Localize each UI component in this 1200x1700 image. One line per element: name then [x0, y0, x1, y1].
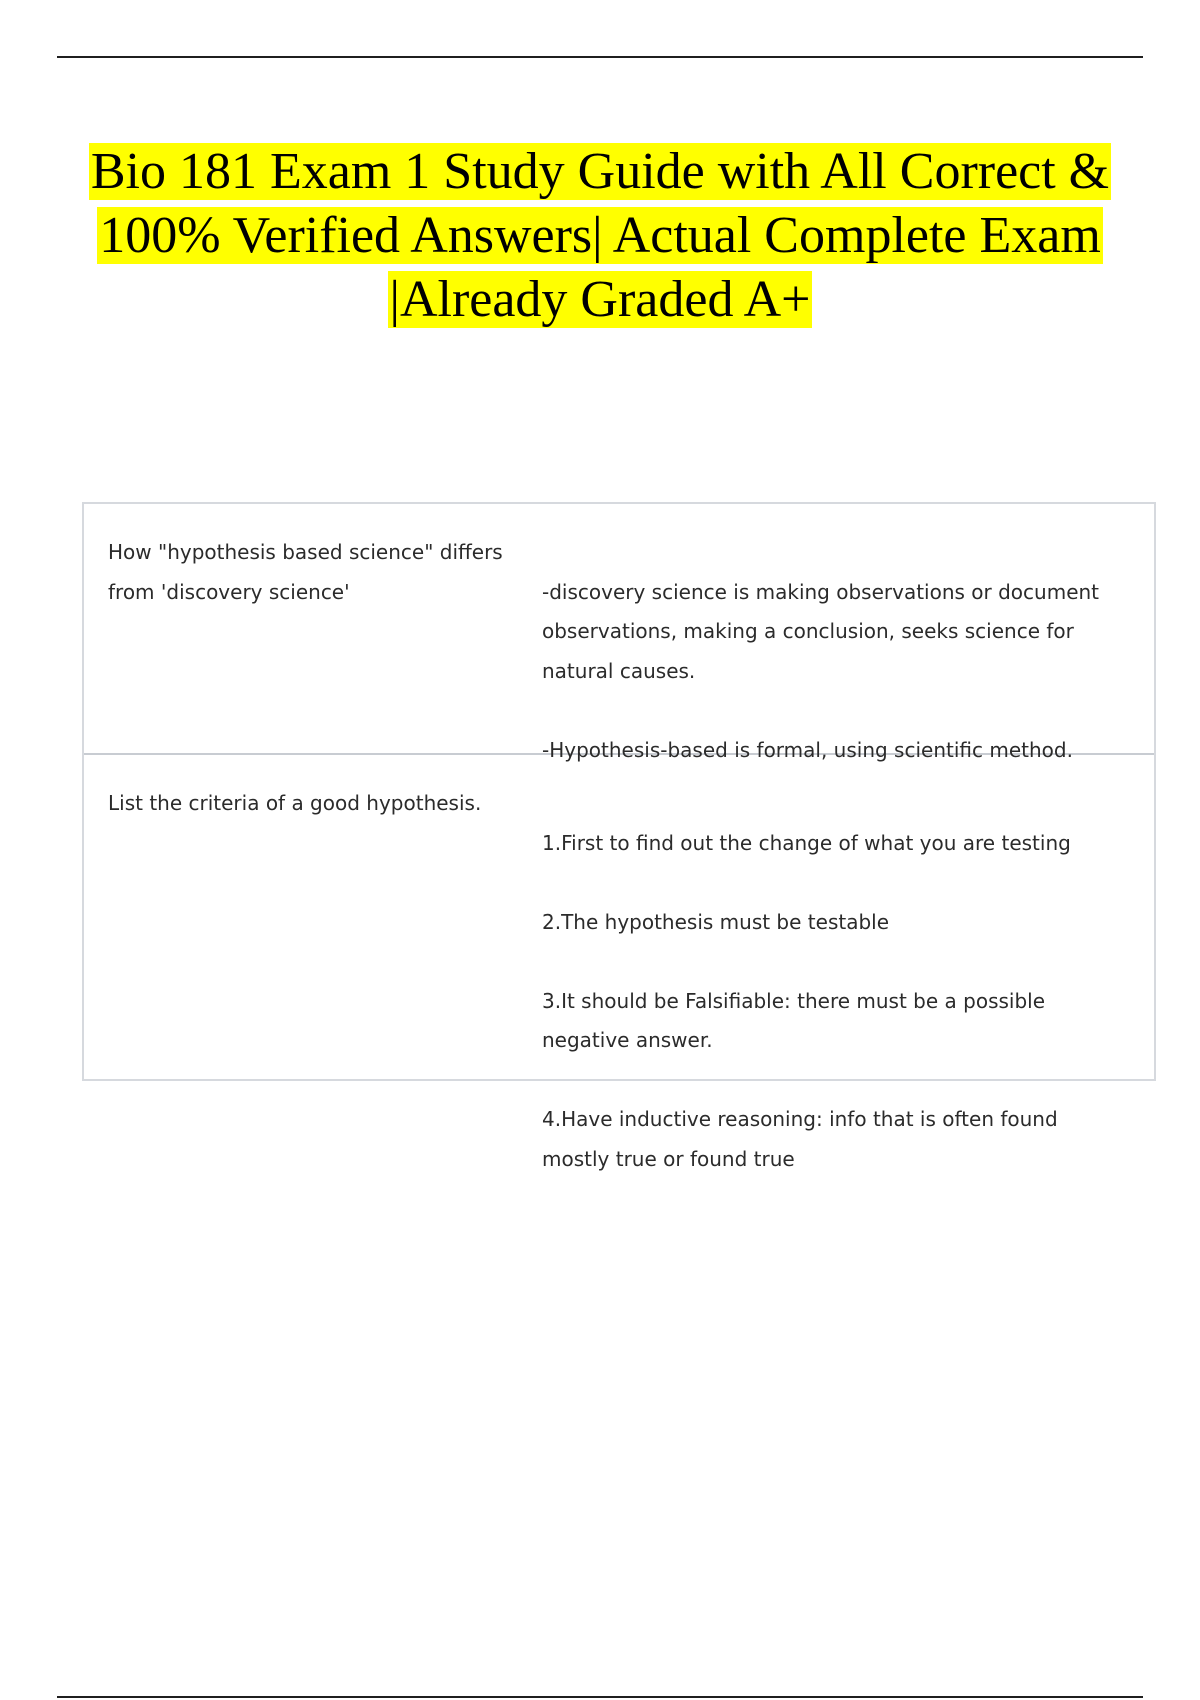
flashcard-table — [82, 502, 1156, 1171]
title-line-3: |Already Graded A+ — [389, 271, 811, 328]
flashcard-row — [84, 753, 1154, 1171]
footer-rule — [57, 1696, 1143, 1698]
definition-line: 2.The hypothesis must be testable — [542, 909, 890, 934]
definition-line: 4.Have inductive reasoning: info that is often found mostly true or found true — [542, 1107, 1058, 1171]
page-title — [30, 140, 1170, 332]
header-rule — [57, 56, 1143, 58]
definition-line: -Hypothesis-based is formal, using scientific method. — [542, 737, 1073, 762]
flashcard-row — [84, 504, 1154, 762]
title-line-1: Bio 181 Exam 1 Study Guide with All Correct & — [90, 143, 1110, 200]
flashcard-definition — [542, 504, 1154, 762]
flashcard-term: List the criteria of a good hypothesis. — [108, 791, 482, 815]
definition-line: 3.It should be Falsifiable: there must be a possible negative answer. — [542, 988, 1046, 1052]
definition-line: -discovery science is making observations or document observations, making a conclusion, seeks science for natural causes. — [542, 579, 1100, 683]
flashcard-term: How "hypothesis based science" differs from 'discovery science' — [108, 540, 503, 604]
definition-line: 1.First to find out the change of what you are testing — [542, 830, 1071, 855]
title-line-2: 100% Verified Answers| Actual Complete Exam — [99, 207, 1101, 264]
flashcard-definition — [542, 755, 1154, 1171]
